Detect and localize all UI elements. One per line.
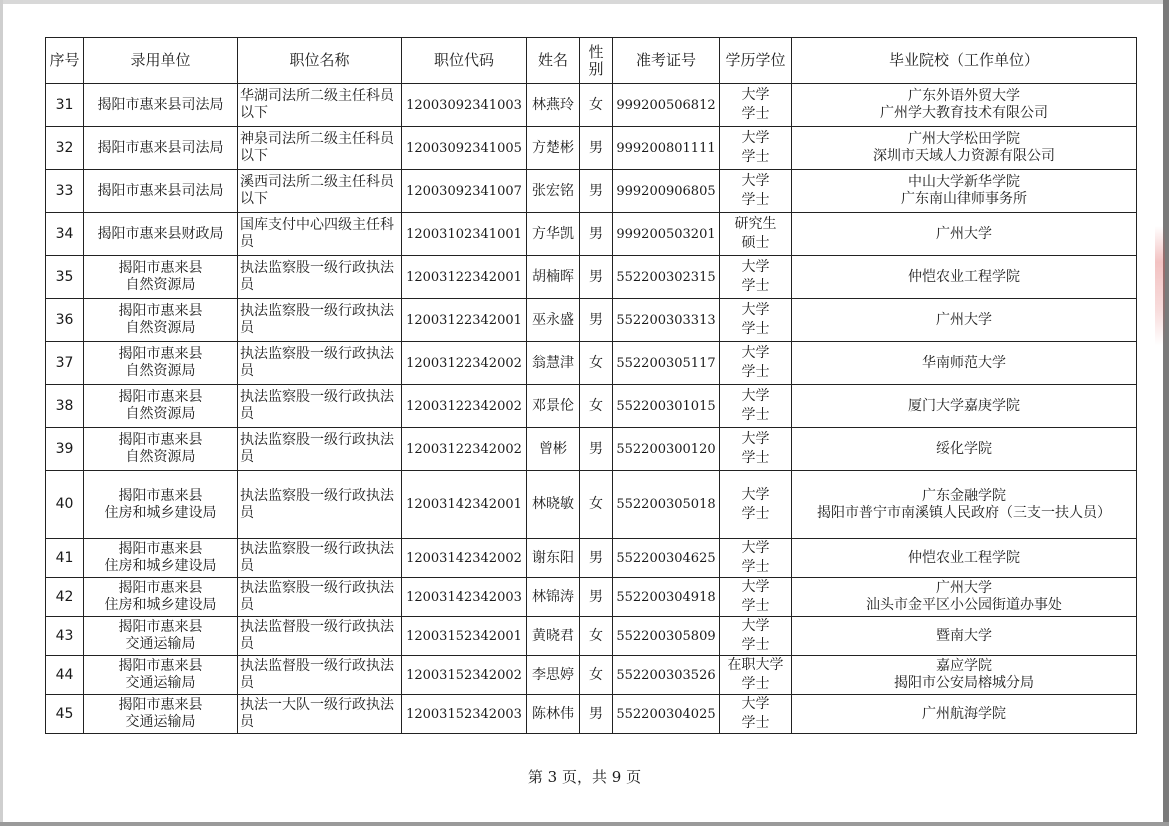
row-no: 38 xyxy=(46,385,84,428)
row-education xyxy=(720,213,792,256)
row-education-line: 学士 xyxy=(741,715,770,731)
row-position: 执法监察股一级行政执法员 xyxy=(238,539,402,578)
row-exam-no: 999200503201 xyxy=(613,213,720,256)
row-position: 执法监察股一级行政执法员 xyxy=(238,428,402,471)
row-school xyxy=(792,84,1137,127)
table-row xyxy=(46,656,1137,695)
row-code: 12003142342003 xyxy=(402,578,527,617)
table-row xyxy=(46,471,1137,539)
row-gender: 女 xyxy=(580,342,613,385)
row-education-line: 大学 xyxy=(741,87,770,103)
row-education-line: 大学 xyxy=(741,388,770,404)
row-school-line: 中山大学新华学院 xyxy=(908,174,1020,190)
row-no: 35 xyxy=(46,256,84,299)
row-unit-line: 揭阳市惠来县司法局 xyxy=(97,182,224,199)
row-school-line: 广州大学 xyxy=(936,580,992,596)
row-unit-line: 揭阳市惠来县 xyxy=(118,697,203,713)
row-position: 国库支付中心四级主任科员 xyxy=(238,213,402,256)
row-position: 执法一大队一级行政执法员 xyxy=(238,695,402,734)
row-no: 44 xyxy=(46,656,84,695)
header-name: 姓名 xyxy=(527,38,580,84)
row-education-line: 大学 xyxy=(741,618,770,634)
row-school-line: 揭阳市普宁市南溪镇人民政府（三支一扶人员） xyxy=(817,504,1111,521)
row-name: 陈林伟 xyxy=(527,695,580,734)
row-school xyxy=(792,539,1137,578)
row-unit-line: 揭阳市惠来县 xyxy=(118,389,203,405)
row-education-line: 学士 xyxy=(741,192,770,208)
row-position: 华湖司法所二级主任科员以下 xyxy=(238,84,402,127)
table-row xyxy=(46,695,1137,734)
row-code: 12003092341003 xyxy=(402,84,527,127)
header-education: 学历学位 xyxy=(720,38,792,84)
row-school xyxy=(792,471,1137,539)
row-exam-no: 552200305117 xyxy=(613,342,720,385)
row-unit-line: 揭阳市惠来县司法局 xyxy=(97,139,224,156)
row-school-line: 绥化学院 xyxy=(936,440,992,457)
row-unit xyxy=(84,127,238,170)
table-row xyxy=(46,428,1137,471)
row-school xyxy=(792,617,1137,656)
row-gender: 男 xyxy=(580,256,613,299)
page-footer: 第 3 页，共 9 页 xyxy=(527,768,642,786)
row-unit xyxy=(84,539,238,578)
table-row xyxy=(46,213,1137,256)
row-school-line: 仲恺农业工程学院 xyxy=(908,549,1020,566)
table-header-row xyxy=(46,38,1137,84)
header-position: 职位名称 xyxy=(238,38,402,84)
row-code: 12003122342002 xyxy=(402,428,527,471)
row-position: 执法监察股一级行政执法员 xyxy=(238,256,402,299)
row-code: 12003142342002 xyxy=(402,539,527,578)
row-unit xyxy=(84,213,238,256)
row-education-line: 学士 xyxy=(741,106,770,122)
admission-table xyxy=(45,37,1137,734)
row-unit xyxy=(84,170,238,213)
row-school xyxy=(792,170,1137,213)
row-name: 翁慧津 xyxy=(527,342,580,385)
row-education-line: 学士 xyxy=(741,450,770,466)
stamp-mark xyxy=(1155,226,1165,346)
row-school-line: 广州学大教育技术有限公司 xyxy=(880,105,1048,121)
row-school-line: 广州大学 xyxy=(936,311,992,328)
row-gender: 女 xyxy=(580,656,613,695)
row-no: 32 xyxy=(46,127,84,170)
row-school-line: 广东外语外贸大学 xyxy=(908,88,1020,104)
row-no: 39 xyxy=(46,428,84,471)
row-gender: 男 xyxy=(580,299,613,342)
row-unit-line: 自然资源局 xyxy=(125,363,196,379)
row-no: 36 xyxy=(46,299,84,342)
row-education-line: 大学 xyxy=(741,130,770,146)
row-unit xyxy=(84,342,238,385)
row-name: 林燕玲 xyxy=(527,84,580,127)
row-gender: 男 xyxy=(580,170,613,213)
row-gender: 女 xyxy=(580,471,613,539)
row-exam-no: 552200305809 xyxy=(613,617,720,656)
row-exam-no: 999200506812 xyxy=(613,84,720,127)
row-position: 执法监察股一级行政执法员 xyxy=(238,578,402,617)
row-education-line: 大学 xyxy=(741,259,770,275)
row-school xyxy=(792,342,1137,385)
row-education xyxy=(720,471,792,539)
row-code: 12003152342002 xyxy=(402,656,527,695)
page-edge-left xyxy=(0,0,3,826)
row-unit-line: 揭阳市惠来县 xyxy=(118,432,203,448)
row-school-line: 仲恺农业工程学院 xyxy=(908,268,1020,285)
row-position: 执法监察股一级行政执法员 xyxy=(238,342,402,385)
row-education-line: 学士 xyxy=(741,321,770,337)
row-gender: 男 xyxy=(580,127,613,170)
row-no: 34 xyxy=(46,213,84,256)
row-exam-no: 552200301015 xyxy=(613,385,720,428)
row-unit-line: 自然资源局 xyxy=(125,277,196,293)
row-code: 12003122342001 xyxy=(402,299,527,342)
row-name: 邓景伦 xyxy=(527,385,580,428)
row-name: 林晓敏 xyxy=(527,471,580,539)
row-school xyxy=(792,578,1137,617)
row-gender: 女 xyxy=(580,617,613,656)
row-unit-line: 揭阳市惠来县财政局 xyxy=(97,225,224,242)
table-row xyxy=(46,127,1137,170)
row-school xyxy=(792,299,1137,342)
row-school xyxy=(792,385,1137,428)
header-school: 毕业院校（工作单位） xyxy=(792,38,1137,84)
row-unit-line: 住房和城乡建设局 xyxy=(104,597,217,613)
row-education-line: 大学 xyxy=(741,486,770,503)
row-unit xyxy=(84,256,238,299)
table-row xyxy=(46,617,1137,656)
row-school-line: 汕头市金平区小公园街道办事处 xyxy=(866,597,1062,613)
table-row xyxy=(46,299,1137,342)
row-school-line: 广州大学 xyxy=(936,225,992,242)
row-education xyxy=(720,170,792,213)
row-education-line: 学士 xyxy=(741,637,770,653)
row-education xyxy=(720,578,792,617)
row-no: 41 xyxy=(46,539,84,578)
row-exam-no: 552200305018 xyxy=(613,471,720,539)
row-unit-line: 自然资源局 xyxy=(125,449,196,465)
row-school-line: 广州大学松田学院 xyxy=(908,131,1020,147)
header-exam-no: 准考证号 xyxy=(613,38,720,84)
header-no: 序号 xyxy=(46,38,84,84)
row-unit-line: 交通运输局 xyxy=(125,636,196,652)
row-code: 12003142342001 xyxy=(402,471,527,539)
row-education xyxy=(720,256,792,299)
row-no: 40 xyxy=(46,471,84,539)
row-position: 溪西司法所二级主任科员以下 xyxy=(238,170,402,213)
row-education xyxy=(720,539,792,578)
row-name: 曾彬 xyxy=(527,428,580,471)
row-education-line: 大学 xyxy=(741,540,770,556)
row-school xyxy=(792,656,1137,695)
table-row xyxy=(46,539,1137,578)
row-gender: 男 xyxy=(580,428,613,471)
header-unit: 录用单位 xyxy=(84,38,238,84)
table-row xyxy=(46,256,1137,299)
row-code: 12003102341001 xyxy=(402,213,527,256)
row-name: 方华凯 xyxy=(527,213,580,256)
row-education xyxy=(720,385,792,428)
row-unit xyxy=(84,695,238,734)
row-education xyxy=(720,299,792,342)
row-gender: 男 xyxy=(580,539,613,578)
row-no: 33 xyxy=(46,170,84,213)
row-position: 执法监察股一级行政执法员 xyxy=(238,299,402,342)
row-exam-no: 552200303313 xyxy=(613,299,720,342)
row-education xyxy=(720,84,792,127)
row-unit-line: 揭阳市惠来县 xyxy=(118,658,203,674)
row-name: 李思婷 xyxy=(527,656,580,695)
row-no: 37 xyxy=(46,342,84,385)
row-code: 12003092341007 xyxy=(402,170,527,213)
row-education xyxy=(720,127,792,170)
row-gender: 男 xyxy=(580,578,613,617)
row-school xyxy=(792,695,1137,734)
table-row xyxy=(46,84,1137,127)
row-unit xyxy=(84,617,238,656)
row-school-line: 嘉应学院 xyxy=(936,658,992,674)
row-unit xyxy=(84,385,238,428)
row-exam-no: 552200303526 xyxy=(613,656,720,695)
row-unit xyxy=(84,471,238,539)
row-unit-line: 揭阳市惠来县 xyxy=(118,303,203,319)
row-unit-line: 交通运输局 xyxy=(125,675,196,691)
row-unit-line: 揭阳市惠来县 xyxy=(118,619,203,635)
row-no: 43 xyxy=(46,617,84,656)
row-unit xyxy=(84,578,238,617)
row-education xyxy=(720,617,792,656)
row-education-line: 学士 xyxy=(741,407,770,423)
row-code: 12003152342001 xyxy=(402,617,527,656)
row-name: 黄晓君 xyxy=(527,617,580,656)
row-education-line: 大学 xyxy=(741,696,770,712)
row-school-line: 广东金融学院 xyxy=(922,487,1006,504)
row-code: 12003122342002 xyxy=(402,385,527,428)
row-exam-no: 999200801111 xyxy=(613,127,720,170)
page-edge-top xyxy=(0,0,1169,4)
row-no: 45 xyxy=(46,695,84,734)
row-no: 42 xyxy=(46,578,84,617)
row-exam-no: 552200304625 xyxy=(613,539,720,578)
row-exam-no: 552200304025 xyxy=(613,695,720,734)
header-gender: 性别 xyxy=(580,38,613,84)
table-row xyxy=(46,578,1137,617)
row-gender: 男 xyxy=(580,213,613,256)
row-unit-line: 交通运输局 xyxy=(125,714,196,730)
row-unit-line: 自然资源局 xyxy=(125,320,196,336)
row-school xyxy=(792,213,1137,256)
row-gender: 男 xyxy=(580,695,613,734)
row-gender: 女 xyxy=(580,84,613,127)
row-education xyxy=(720,656,792,695)
row-code: 12003092341005 xyxy=(402,127,527,170)
row-school-line: 厦门大学嘉庚学院 xyxy=(908,397,1020,414)
row-unit-line: 揭阳市惠来县 xyxy=(118,346,203,362)
row-unit xyxy=(84,428,238,471)
header-code: 职位代码 xyxy=(402,38,527,84)
row-position: 神泉司法所二级主任科员以下 xyxy=(238,127,402,170)
row-unit-line: 住房和城乡建设局 xyxy=(104,504,217,521)
page-edge-right xyxy=(1163,0,1169,826)
row-code: 12003122342001 xyxy=(402,256,527,299)
row-school xyxy=(792,256,1137,299)
row-school-line: 暨南大学 xyxy=(936,627,992,644)
row-education-line: 在职大学 xyxy=(727,657,784,673)
row-education-line: 学士 xyxy=(741,559,770,575)
row-unit-line: 揭阳市惠来县 xyxy=(118,580,203,596)
row-school-line: 华南师范大学 xyxy=(922,354,1006,371)
row-education-line: 大学 xyxy=(741,579,770,595)
row-exam-no: 552200304918 xyxy=(613,578,720,617)
row-education-line: 学士 xyxy=(741,149,770,165)
row-school-line: 广州航海学院 xyxy=(922,705,1006,722)
row-school-line: 深圳市天域人力资源有限公司 xyxy=(873,148,1055,164)
row-school-line: 广东南山律师事务所 xyxy=(901,191,1027,207)
row-unit-line: 揭阳市惠来县司法局 xyxy=(97,96,224,113)
row-code: 12003122342002 xyxy=(402,342,527,385)
row-exam-no: 552200300120 xyxy=(613,428,720,471)
row-education xyxy=(720,342,792,385)
row-no: 31 xyxy=(46,84,84,127)
row-name: 方楚彬 xyxy=(527,127,580,170)
row-unit-line: 揭阳市惠来县 xyxy=(118,487,203,504)
row-education-line: 大学 xyxy=(741,345,770,361)
row-school xyxy=(792,428,1137,471)
row-education-line: 学士 xyxy=(741,598,770,614)
row-unit xyxy=(84,656,238,695)
page-edge-bottom xyxy=(0,822,1169,826)
row-name: 谢东阳 xyxy=(527,539,580,578)
row-education-line: 学士 xyxy=(741,676,770,692)
row-exam-no: 552200302315 xyxy=(613,256,720,299)
table-body xyxy=(46,84,1137,734)
row-position: 执法监察股一级行政执法员 xyxy=(238,471,402,539)
row-name: 林锦涛 xyxy=(527,578,580,617)
row-gender: 女 xyxy=(580,385,613,428)
row-position: 执法监督股一级行政执法员 xyxy=(238,656,402,695)
row-education xyxy=(720,428,792,471)
row-unit-line: 揭阳市惠来县 xyxy=(118,260,203,276)
row-education-line: 研究生 xyxy=(734,216,777,232)
row-unit-line: 揭阳市惠来县 xyxy=(118,541,203,557)
row-name: 巫永盛 xyxy=(527,299,580,342)
row-school-line: 揭阳市公安局榕城分局 xyxy=(894,675,1034,691)
row-school xyxy=(792,127,1137,170)
table-row xyxy=(46,385,1137,428)
row-position: 执法监督股一级行政执法员 xyxy=(238,617,402,656)
row-unit-line: 自然资源局 xyxy=(125,406,196,422)
row-education-line: 大学 xyxy=(741,302,770,318)
table-row xyxy=(46,170,1137,213)
row-code: 12003152342003 xyxy=(402,695,527,734)
row-education-line: 大学 xyxy=(741,173,770,189)
row-exam-no: 999200906805 xyxy=(613,170,720,213)
row-education-line: 大学 xyxy=(741,431,770,447)
row-education-line: 学士 xyxy=(741,364,770,380)
row-position: 执法监察股一级行政执法员 xyxy=(238,385,402,428)
row-education-line: 硕士 xyxy=(741,235,770,251)
table-row xyxy=(46,342,1137,385)
row-education xyxy=(720,695,792,734)
row-unit xyxy=(84,299,238,342)
row-name: 胡楠晖 xyxy=(527,256,580,299)
row-unit xyxy=(84,84,238,127)
row-name: 张宏铭 xyxy=(527,170,580,213)
row-unit-line: 住房和城乡建设局 xyxy=(104,558,217,574)
row-education-line: 学士 xyxy=(741,278,770,294)
row-education-line: 学士 xyxy=(741,505,770,522)
